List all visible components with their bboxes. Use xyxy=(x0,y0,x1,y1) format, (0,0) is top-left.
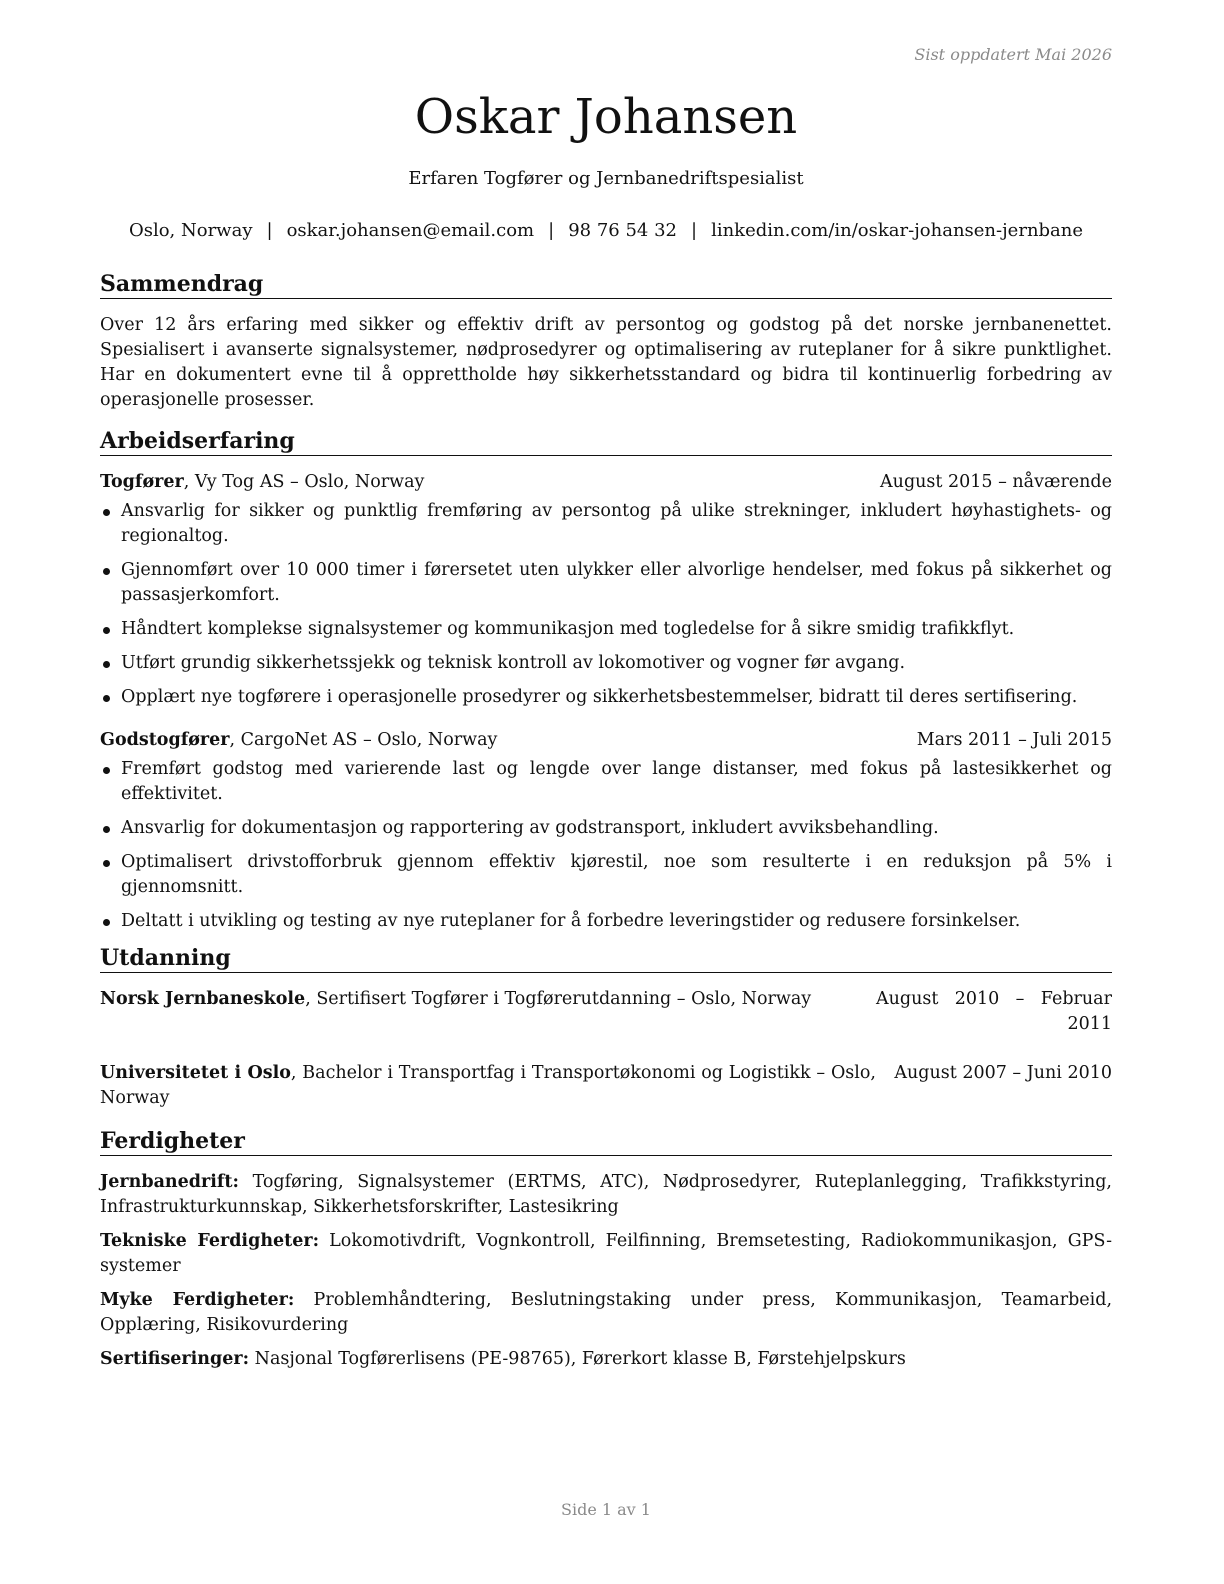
summary-section xyxy=(100,270,1112,413)
list-item xyxy=(100,685,1112,710)
job-role: Godstogfører xyxy=(100,730,230,750)
bullet-icon xyxy=(103,919,110,926)
skill-group xyxy=(100,1288,1112,1338)
job-header xyxy=(100,470,1112,495)
list-item xyxy=(100,816,1112,841)
education-detail: , Bachelor i Transportfag i Transportøkonomi og Logistikk – Oslo, Norway xyxy=(100,1063,876,1108)
education-section xyxy=(100,944,1112,1111)
skills-heading: Ferdigheter xyxy=(100,1127,1112,1156)
list-item xyxy=(100,909,1112,934)
bullet-text: Håndtert komplekse signalsystemer og kommunikasjon med togledelse for å sikre smidig trafikkflyt. xyxy=(121,619,1015,639)
job-entry xyxy=(100,470,1112,710)
job-employer: , Vy Tog AS – Oslo, Norway xyxy=(183,472,425,492)
education-entry xyxy=(100,1061,1112,1111)
job-title-line xyxy=(100,728,497,753)
candidate-name: Oskar Johansen xyxy=(414,89,798,145)
contact-linkedin[interactable]: linkedin.com/in/oskar-johansen-jernbane xyxy=(711,220,1084,241)
contact-email[interactable]: oskar.johansen@email.com xyxy=(286,220,535,241)
job-role: Togfører xyxy=(100,472,184,492)
skill-text: Nasjonal Togførerlisens (PE-98765), Førerkort klasse B, Førstehjelpskurs xyxy=(249,1349,906,1369)
skills-section xyxy=(100,1127,1112,1372)
skill-text: Togføring, Signalsystemer (ERTMS, ATC), Nødprosedyrer, Ruteplanlegging, Trafikkstyring, Infrastrukturkunnskap, Sikkerhetsforskrifter, Lastesikring xyxy=(100,1172,1112,1217)
job-dates: Mars 2011 – Juli 2015 xyxy=(916,730,1112,750)
bullet-icon xyxy=(103,509,110,516)
list-item xyxy=(100,499,1112,549)
list-item xyxy=(100,558,1112,608)
candidate-title: Erfaren Togfører og Jernbanedriftspesialist xyxy=(408,168,804,189)
education-school-line xyxy=(100,1061,894,1111)
job-bullets xyxy=(100,499,1112,710)
education-school: Norsk Jernbaneskole xyxy=(100,989,306,1009)
bullet-text: Deltatt i utvikling og testing av nye ruteplaner for å forbedre leveringstider og redusere forsinkelser. xyxy=(121,911,1021,931)
bullet-text: Ansvarlig for sikker og punktlig fremføring av persontog på ulike strekninger, inkludert høyhastighets- og regionaltog. xyxy=(121,501,1112,546)
skill-label: Tekniske Ferdigheter: xyxy=(100,1231,320,1251)
job-entry xyxy=(100,728,1112,934)
skill-group xyxy=(100,1347,1112,1372)
education-detail: , Sertifisert Togfører i Togførerutdanning – Oslo, Norway xyxy=(305,989,812,1009)
bullet-text: Utført grundig sikkerhetssjekk og teknisk kontroll av lokomotiver og vogner før avgang. xyxy=(121,653,906,673)
skill-label: Myke Ferdigheter: xyxy=(100,1290,295,1310)
list-item xyxy=(100,651,1112,676)
job-header xyxy=(100,728,1112,753)
education-school-line xyxy=(100,987,876,1012)
job-employer: , CargoNet AS – Oslo, Norway xyxy=(229,730,498,750)
bullet-icon xyxy=(103,826,110,833)
resume-body xyxy=(100,270,1112,1372)
summary-text: Over 12 års erfaring med sikker og effektiv drift av persontog og godstog på det norske jernbanenettet. Spesialisert i avanserte signalsystemer, nødprosedyrer og optimalisering av ruteplaner for å sikre punktlighet. Har en dokumentert evne til å opprettholde høy sikkerhetsstandard og bidra til kontinuerlig forbedring av operasjonelle prosesser. xyxy=(100,315,1112,410)
page-number: Side 1 av 1 xyxy=(561,1500,651,1519)
experience-heading: Arbeidserfaring xyxy=(100,427,1112,456)
bullet-icon xyxy=(103,695,110,702)
bullet-text: Optimalisert drivstofforbruk gjennom effektiv kjørestil, noe som resulterte i en reduksjon på 5% i gjennomsnitt. xyxy=(121,852,1112,897)
bullet-text: Gjennomført over 10 000 timer i førersetet uten ulykker eller alvorlige hendelser, med fokus på sikkerhet og passasjerkomfort. xyxy=(121,560,1112,605)
contact-separator: | xyxy=(691,220,698,241)
contact-separator: | xyxy=(266,220,273,241)
education-school: Universitetet i Oslo xyxy=(100,1063,291,1083)
contact-location: Oslo, Norway xyxy=(128,220,253,241)
skill-text: Problemhåndtering, Beslutningstaking under press, Kommunikasjon, Teamarbeid, Opplæring, Risikovurdering xyxy=(100,1290,1113,1335)
job-title-line xyxy=(100,470,424,495)
list-item xyxy=(100,850,1112,900)
bullet-text: Ansvarlig for dokumentasjon og rapportering av godstransport, inkludert avviksbehandling. xyxy=(121,818,939,838)
contact-phone: 98 76 54 32 xyxy=(568,220,677,241)
experience-section xyxy=(100,427,1112,934)
skill-group xyxy=(100,1229,1112,1279)
job-dates: August 2015 – nåværende xyxy=(880,472,1112,492)
education-dates: August 2010 – Februar 2011 xyxy=(876,989,1112,1034)
summary-heading: Sammendrag xyxy=(100,270,1112,299)
bullet-icon xyxy=(103,860,110,867)
skill-label: Sertifiseringer: xyxy=(100,1349,250,1369)
skill-text: Lokomotivdrift, Vognkontroll, Feilfinning, Bremsetesting, Radiokommunikasjon, GPS-systemer xyxy=(100,1231,1112,1276)
list-item xyxy=(100,757,1112,807)
education-dates: August 2007 – Juni 2010 xyxy=(894,1063,1112,1083)
job-bullets xyxy=(100,757,1112,934)
last-updated-note: Sist oppdatert Mai 2026 xyxy=(914,45,1112,64)
skill-group xyxy=(100,1170,1112,1220)
bullet-text: Fremført godstog med varierende last og lengde over lange distanser, med fokus på lastesikkerhet og effektivitet. xyxy=(121,759,1112,804)
education-entry xyxy=(100,987,1112,1037)
bullet-icon xyxy=(103,627,110,634)
bullet-icon xyxy=(103,767,110,774)
contact-separator: | xyxy=(548,220,555,241)
list-item xyxy=(100,617,1112,642)
bullet-icon xyxy=(103,661,110,668)
bullet-text: Opplært nye togførere i operasjonelle prosedyrer og sikkerhetsbestemmelser, bidratt til deres sertifisering. xyxy=(121,687,1078,707)
resume-page xyxy=(100,0,1112,1584)
contact-line xyxy=(100,219,1112,243)
bullet-icon xyxy=(103,568,110,575)
education-heading: Utdanning xyxy=(100,944,1112,973)
skill-label: Jernbanedrift: xyxy=(100,1172,239,1192)
